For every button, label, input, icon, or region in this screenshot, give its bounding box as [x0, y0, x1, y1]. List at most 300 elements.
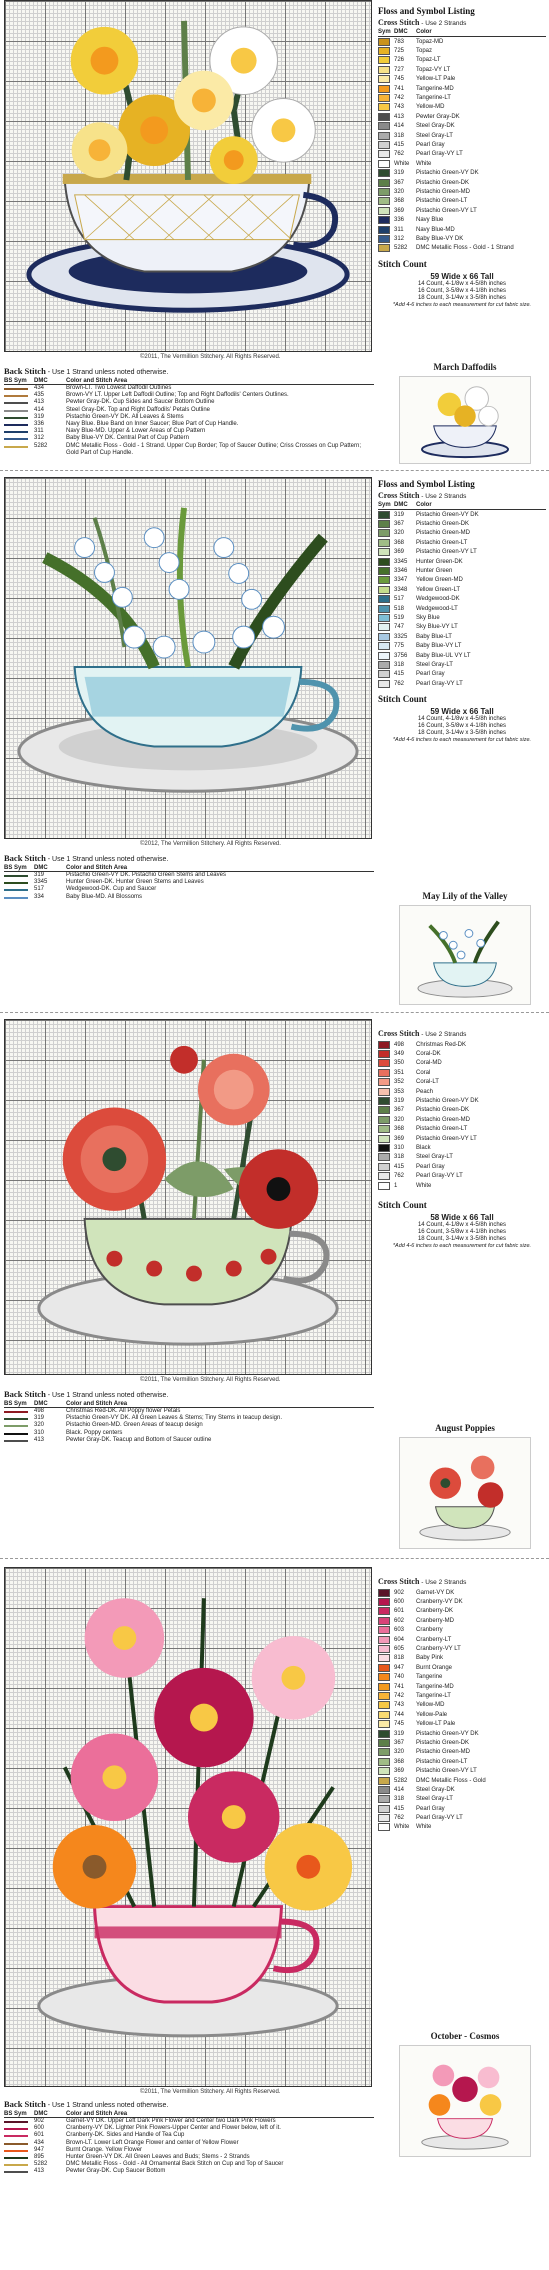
backstitch-line-symbol [4, 2164, 28, 2166]
color-swatch [378, 670, 390, 678]
legend-row [378, 159, 546, 168]
daffodil-teacup-illustration [5, 1, 371, 351]
color-swatch [378, 235, 390, 243]
dmc-number: 312 [394, 235, 405, 242]
backstitch-line-symbol [4, 2171, 28, 2173]
color-name: Pistachio Green-LT [416, 539, 468, 546]
color-name: Topaz-VY LT [416, 66, 451, 73]
legend-row [378, 1607, 546, 1616]
backstitch-line-symbol [4, 2143, 28, 2145]
stitch-area: Garnet-VY DK. Upper Left Dark Pink Flower and Center two Dark Pink Flowers [66, 2118, 276, 2124]
dmc-number: 320 [394, 188, 405, 195]
color-swatch [378, 1078, 390, 1086]
cosmos-preview-icon [400, 2046, 530, 2156]
cross-stitch-label: Cross Stitch - Use 2 Strands [378, 491, 467, 500]
color-swatch [378, 623, 390, 631]
color-swatch [378, 1059, 390, 1067]
copyright-notice: ©2012, The Vermillion Stitchery. All Rights Reserved. [140, 841, 281, 847]
dmc-number: 742 [394, 1692, 405, 1699]
dmc-number: 762 [394, 151, 405, 158]
dmc-number: 947 [394, 1664, 405, 1671]
backstitch-rows [4, 872, 374, 901]
color-swatch [378, 1823, 390, 1831]
color-name: Garnet-VY DK [416, 1589, 455, 1596]
dmc-number: 318 [394, 661, 405, 668]
backstitch-row [4, 414, 374, 421]
backstitch-line-symbol [4, 2128, 28, 2130]
stitch-area: Navy Blue-MD. Upper & Lower Areas of Cup Pattern [66, 428, 206, 435]
legend-row [378, 1644, 546, 1653]
legend-row [378, 660, 546, 669]
legend-rows [378, 1040, 546, 1190]
color-name: Baby Blue-UL VY LT [416, 652, 471, 659]
color-swatch [378, 1777, 390, 1785]
copyright-notice: ©2011, The Vermillion Stitchery. All Rights Reserved. [140, 354, 281, 360]
legend-row [378, 1738, 546, 1747]
stitch-area: Brown-LT. Lower Left Orange Flower and center of Yellow Flower [66, 2139, 239, 2146]
pattern-title: October - Cosmos [430, 2031, 500, 2041]
legend-row [378, 1106, 546, 1115]
backstitch-legend [4, 366, 374, 457]
backstitch-row [4, 2154, 374, 2161]
legend-row [378, 1068, 546, 1077]
color-swatch [378, 113, 390, 121]
stitch-area: Burnt Orange. Yellow Flower [66, 2146, 143, 2153]
fabric-note: *Add 4-6 inches to each measurement for cut fabric size. [392, 737, 532, 744]
legend-row [378, 651, 546, 660]
dmc-number: 336 [34, 421, 45, 428]
stitch-area: DMC Metallic Floss - Gold - 1 Strand. Upper Cup Border; Top of Saucer Outline; Criss Crosses on Cup Pattern; Gold Part of Cup Handle. [66, 442, 362, 456]
dmc-number: 319 [394, 170, 405, 177]
backstitch-row [4, 2168, 374, 2175]
legend-row [378, 1729, 546, 1738]
dmc-number: 3346 [394, 568, 408, 575]
color-swatch [378, 1711, 390, 1719]
dmc-number: 413 [34, 399, 45, 406]
dmc-number: 369 [394, 1135, 405, 1142]
fabric-size-line: 16 Count, 3-5/8w x 4-1/8h inches [417, 287, 507, 294]
legend-row [378, 670, 546, 679]
color-swatch [378, 1116, 390, 1124]
backstitch-title: Back Stitch - Use 1 Strand unless noted otherwise. [4, 1389, 169, 1399]
backstitch-rows [4, 2118, 374, 2176]
dmc-number: 3756 [394, 652, 408, 659]
color-swatch [378, 1069, 390, 1077]
color-swatch [378, 160, 390, 168]
finished-preview [395, 2031, 535, 2157]
backstitch-row [4, 2161, 374, 2168]
color-swatch [378, 216, 390, 224]
cross-stitch-chart [4, 0, 372, 352]
poppy-teacup-illustration [5, 1020, 371, 1374]
color-swatch [378, 38, 390, 46]
legend-row [378, 215, 546, 224]
dmc-number: 319 [34, 413, 45, 420]
color-name: Hunter Green-DK [416, 558, 463, 565]
legend-row [378, 510, 546, 519]
finished-preview [395, 362, 535, 464]
backstitch-title: Back Stitch - Use 1 Strand unless noted otherwise. [4, 366, 169, 376]
stitch-area: Wedgewood-DK. Cup and Saucer [66, 886, 157, 893]
legend-row [378, 1654, 546, 1663]
legend-row [378, 519, 546, 528]
color-name: Coral-MD [416, 1060, 442, 1067]
legend-row [378, 1635, 546, 1644]
color-swatch [378, 85, 390, 93]
pattern-title: May Lily of the Valley [422, 891, 508, 901]
color-swatch [378, 1626, 390, 1634]
color-name: Cranberry-VY DK [416, 1599, 463, 1606]
pattern-title: August Poppies [435, 1423, 495, 1433]
backstitch-row [4, 872, 374, 879]
legend-row [378, 623, 546, 632]
legend-rows [378, 1588, 546, 1832]
color-name: Pearl Gray-VY LT [416, 1815, 463, 1822]
lily-preview-icon [400, 906, 530, 1004]
dmc-number: 369 [394, 1768, 405, 1775]
backstitch-columns: BS Sym DMC Color and Stitch Area [4, 2111, 374, 2118]
backstitch-line-symbol [4, 882, 28, 884]
cross-stitch-chart [4, 1019, 372, 1375]
dmc-number: 741 [394, 1683, 405, 1690]
legend-columns: Sym DMC Color [378, 29, 546, 37]
color-name: DMC Metallic Floss - Gold - 1 Strand [416, 245, 514, 252]
fabric-size-line: 16 Count, 3-5/8w x 4-1/8h inches [417, 1229, 507, 1236]
stitch-area: Pistachio Green-VY DK. Pistachio Green Stems and Leaves [66, 872, 226, 878]
dmc-number: 783 [394, 38, 405, 45]
dmc-number: 604 [394, 1636, 405, 1643]
color-name: Coral-LT [416, 1079, 439, 1086]
dmc-number: 349 [394, 1051, 405, 1058]
fabric-note: *Add 4-6 inches to each measurement for cut fabric size. [392, 301, 532, 308]
color-name: Pistachio Green-MD [416, 530, 471, 537]
color-name: Tangerine [416, 1674, 443, 1681]
color-name: Yellow-Pale [416, 1711, 448, 1718]
dmc-number: 415 [394, 1163, 405, 1170]
legend-row [378, 93, 546, 102]
color-swatch [378, 103, 390, 111]
dmc-number: 775 [394, 643, 405, 650]
color-name: Topaz [416, 48, 433, 55]
legend-rows [378, 37, 546, 253]
stitch-area: DMC Metallic Floss - Gold - All Ornamental Back Stitch on Cup and Top of Saucer [66, 2161, 284, 2168]
stitch-area: Black. Poppy centers [66, 1429, 123, 1436]
color-name: Steel Gray-LT [416, 1796, 453, 1803]
legend-row [378, 1125, 546, 1134]
stitch-count-size: 59 Wide x 66 Tall [430, 707, 494, 717]
dmc-number: 415 [394, 1805, 405, 1812]
backstitch-line-symbol [4, 1440, 28, 1442]
color-name: Navy Blue [416, 217, 444, 224]
color-name: Pistachio Green-VY LT [416, 1135, 477, 1142]
legend-row [378, 613, 546, 622]
legend-row [378, 122, 546, 131]
color-swatch [378, 680, 390, 688]
color-swatch [378, 179, 390, 187]
backstitch-line-symbol [4, 1418, 28, 1420]
backstitch-row [4, 2147, 374, 2154]
dmc-number: 3345 [34, 879, 48, 886]
pattern-march-daffodils [0, 0, 549, 470]
color-swatch [378, 595, 390, 603]
color-swatch [378, 548, 390, 556]
color-name: Pistachio Green-LT [416, 1758, 468, 1765]
backstitch-row [4, 2118, 374, 2125]
backstitch-line-symbol [4, 388, 28, 390]
dmc-number: 745 [394, 1721, 405, 1728]
color-swatch [378, 633, 390, 641]
dmc-number: 336 [394, 217, 405, 224]
backstitch-line-symbol [4, 446, 28, 448]
color-swatch [378, 529, 390, 537]
legend-row [378, 178, 546, 187]
dmc-number: 5282 [34, 442, 48, 449]
fabric-size-line: 18 Count, 3-1/4w x 3-5/8h inches [417, 1236, 507, 1243]
legend-row [378, 75, 546, 84]
color-swatch [378, 520, 390, 528]
color-swatch [378, 1767, 390, 1775]
fabric-size-line: 14 Count, 4-1/8w x 4-5/8h inches [417, 280, 507, 287]
color-swatch [378, 1683, 390, 1691]
color-name: Yellow-MD [416, 104, 445, 111]
stitch-count-size: 59 Wide x 66 Tall [430, 271, 494, 281]
color-name: Pistachio Green-VY DK [416, 1730, 479, 1737]
color-name: Steel Gray-LT [416, 1154, 453, 1161]
dmc-number: 350 [394, 1060, 405, 1067]
color-name: Pearl Gray [416, 1163, 445, 1170]
legend-row [378, 1588, 546, 1597]
dmc-number: 818 [394, 1655, 405, 1662]
color-name: Steel Gray-LT [416, 132, 453, 139]
backstitch-line-symbol [4, 410, 28, 412]
color-name: Christmas Red-DK [416, 1041, 467, 1048]
legend-row [378, 1719, 546, 1728]
color-swatch [378, 614, 390, 622]
dmc-number: 318 [394, 132, 405, 139]
color-swatch [378, 1748, 390, 1756]
cross-stitch-label: Cross Stitch - Use 2 Strands [378, 1029, 467, 1038]
color-swatch [378, 1097, 390, 1105]
color-name: Coral-DK [416, 1051, 441, 1058]
color-swatch [378, 652, 390, 660]
backstitch-line-symbol [4, 417, 28, 419]
legend-row [378, 1673, 546, 1682]
stitch-area: Hunter Green-DK. Hunter Green Stems and Leaves [66, 879, 204, 886]
finished-preview [395, 891, 535, 1005]
color-swatch [378, 605, 390, 613]
color-name: Pistachio Green-DK [416, 1739, 470, 1746]
backstitch-line-symbol [4, 2150, 28, 2152]
legend-row [378, 1597, 546, 1606]
color-swatch [378, 642, 390, 650]
stitch-area: Navy Blue. Blue Band on Inner Saucer; Blue Part of Cup Handle. [66, 421, 239, 428]
cosmos-teacup-illustration [5, 1568, 371, 2086]
color-name: Pistachio Green-MD [416, 188, 471, 195]
color-name: Sky Blue [416, 614, 440, 621]
dmc-number: 600 [394, 1599, 405, 1606]
backstitch-line-symbol [4, 1425, 28, 1427]
color-name: Pearl Gray [416, 141, 445, 148]
color-swatch [378, 1786, 390, 1794]
stitch-area: Brown-VY LT. Upper Left Daffodil Outline; Top and Right Daffodils' Centers Outlines. [66, 392, 289, 399]
legend-row [378, 1804, 546, 1813]
color-swatch [378, 1106, 390, 1114]
color-name: Burnt Orange [416, 1664, 453, 1671]
poppy-preview-icon [400, 1438, 530, 1548]
color-name: Pistachio Green-VY DK [416, 1098, 479, 1105]
color-swatch [378, 567, 390, 575]
color-name: Navy Blue-MD [416, 226, 455, 233]
backstitch-legend [4, 853, 374, 901]
backstitch-columns: BS Sym DMC Color and Stitch Area [4, 378, 374, 385]
dmc-number: 368 [394, 1758, 405, 1765]
color-name: Tangerine-MD [416, 85, 454, 92]
dmc-number: 367 [394, 1739, 405, 1746]
color-name: Pistachio Green-VY DK [416, 511, 479, 518]
dmc-number: 320 [394, 1749, 405, 1756]
dmc-number: 602 [394, 1617, 405, 1624]
dmc-number: 368 [394, 198, 405, 205]
legend-row [378, 168, 546, 177]
dmc-number: 413 [34, 2168, 45, 2175]
legend-row [378, 244, 546, 253]
cross-stitch-chart [4, 477, 372, 839]
dmc-number: 603 [394, 1627, 405, 1634]
dmc-number: 319 [394, 511, 405, 518]
color-name: Cranberry-VY LT [416, 1646, 461, 1653]
backstitch-row [4, 392, 374, 399]
stitch-area: Pewter Gray-DK. Cup Sides and Saucer Bottom Outline [66, 399, 215, 406]
stitch-area: Steel Gray-DK. Top and Right Daffodils' Petals Outline [66, 406, 210, 413]
color-name: Black [416, 1144, 431, 1151]
color-swatch [378, 226, 390, 234]
dmc-number: 5282 [394, 1777, 408, 1784]
dmc-number: 902 [34, 2118, 45, 2124]
legend-row [378, 1682, 546, 1691]
legend-row [378, 585, 546, 594]
legend-row [378, 548, 546, 557]
legend-row [378, 557, 546, 566]
legend-row [378, 566, 546, 575]
dmc-number: 947 [34, 2146, 45, 2153]
legend-row [378, 1115, 546, 1124]
color-name: Baby Blue-VY DK [416, 235, 464, 242]
color-swatch [378, 122, 390, 130]
fabric-size-line: 18 Count, 3-1/4w x 3-5/8h inches [417, 730, 507, 737]
stitch-area: Pistachio Green-VY DK. All Green Leaves & Stems; Tiny Stems in teacup design. [66, 1415, 282, 1422]
dmc-number: 742 [394, 95, 405, 102]
color-swatch [378, 1758, 390, 1766]
legend-row [378, 1757, 546, 1766]
color-swatch [378, 141, 390, 149]
color-name: Pistachio Green-DK [416, 521, 470, 528]
color-name: Cranberry-DK [416, 1608, 454, 1615]
stitch-area: Pewter Gray-DK. Teacup and Bottom of Saucer outline [66, 1436, 212, 1443]
color-swatch [378, 197, 390, 205]
legend-row [378, 1701, 546, 1710]
fabric-size-line: 14 Count, 4-1/8w x 4-5/8h inches [417, 716, 507, 723]
backstitch-title: Back Stitch - Use 1 Strand unless noted otherwise. [4, 853, 169, 863]
dmc-number: 5282 [394, 245, 408, 252]
finished-photo [399, 905, 531, 1005]
dmc-number: 434 [34, 2139, 45, 2146]
color-name: Yellow Green-MD [416, 577, 463, 584]
legend-row [378, 84, 546, 93]
backstitch-row [4, 2125, 374, 2132]
dmc-number: 762 [394, 1173, 405, 1180]
backstitch-line-symbol [4, 424, 28, 426]
backstitch-row [4, 1415, 374, 1422]
legend-row [378, 1691, 546, 1700]
backstitch-columns: BS Sym DMC Color and Stitch Area [4, 865, 374, 872]
dmc-number: 312 [34, 435, 45, 442]
color-name: Pistachio Green-VY LT [416, 549, 477, 556]
dmc-number: 3348 [394, 586, 408, 593]
dmc-number: 368 [394, 539, 405, 546]
dmc-number: 435 [34, 392, 45, 399]
floss-legend [378, 1575, 546, 1832]
color-swatch [378, 1795, 390, 1803]
dmc-number: 413 [34, 1436, 45, 1443]
dmc-number: 600 [34, 2125, 45, 2132]
dmc-number: 319 [34, 1415, 45, 1422]
color-name: Pistachio Green-DK [416, 1107, 470, 1114]
legend-row [378, 679, 546, 688]
legend-row [378, 632, 546, 641]
backstitch-row [4, 1430, 374, 1437]
floss-legend [378, 479, 546, 744]
color-swatch [378, 207, 390, 215]
dmc-number: 319 [34, 872, 45, 878]
dmc-number: 414 [394, 1786, 405, 1793]
legend-row [378, 206, 546, 215]
color-name: Pistachio Green-LT [416, 198, 468, 205]
legend-row [378, 1813, 546, 1822]
finished-preview [395, 1423, 535, 1549]
stitch-count-size: 58 Wide x 66 Tall [430, 1213, 494, 1223]
dmc-number: 310 [34, 1429, 45, 1436]
color-swatch [378, 1182, 390, 1190]
dmc-number: 319 [394, 1098, 405, 1105]
color-name: Hunter Green [416, 568, 453, 575]
color-swatch [378, 1607, 390, 1615]
stitch-count-heading: Stitch Count [378, 258, 427, 269]
legend-heading: Floss and Symbol Listing [378, 479, 475, 489]
backstitch-row [4, 2140, 374, 2147]
backstitch-row [4, 421, 374, 428]
color-swatch [378, 1645, 390, 1653]
dmc-number: 369 [394, 549, 405, 556]
backstitch-row [4, 894, 374, 901]
backstitch-row [4, 879, 374, 886]
legend-row [378, 197, 546, 206]
backstitch-columns: BS Sym DMC Color and Stitch Area [4, 1401, 374, 1408]
color-swatch [378, 1673, 390, 1681]
legend-columns: Sym DMC Color [378, 502, 546, 510]
dmc-number: 727 [394, 66, 405, 73]
dmc-number: 725 [394, 48, 405, 55]
color-name: Yellow-LT Pale [416, 76, 456, 83]
cross-stitch-label: Cross Stitch - Use 2 Strands [378, 1577, 467, 1586]
stitch-area: Pistachio Green-MD. Green Areas of teacup design [66, 1422, 203, 1429]
dmc-number: 334 [34, 893, 45, 900]
dmc-number: 310 [394, 1144, 405, 1151]
dmc-number: 5282 [34, 2161, 48, 2168]
dmc-number: 367 [394, 179, 405, 186]
color-swatch [378, 1088, 390, 1096]
stitch-area: Pewter Gray-DK. Cup Saucer Bottom [66, 2168, 166, 2175]
color-swatch [378, 75, 390, 83]
